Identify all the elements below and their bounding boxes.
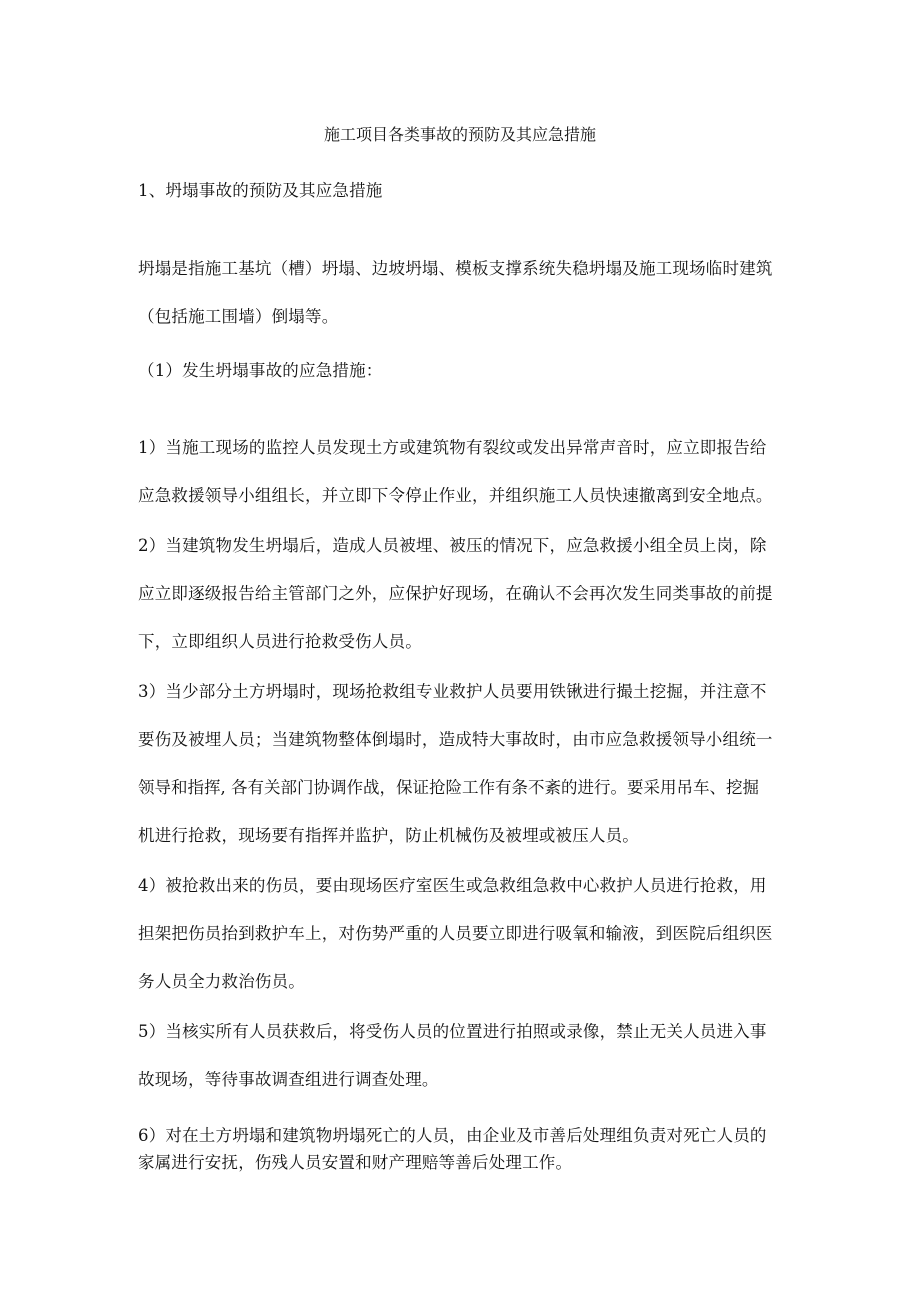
- item-4-line-3: 务人员全力救治伤员。: [138, 972, 305, 991]
- item-4-line-1: 4）被抢救出来的伤员，要由现场医疗室医生或急救组急救中心救护人员进行抢救，用: [138, 876, 767, 895]
- item-3-line-2: 要伤及被埋人员；当建筑物整体倒塌时，造成特大事故时，由市应急救援领导小组统一: [138, 730, 773, 749]
- item-3-line-3: 领导和指挥, 各有关部门协调作战，保证抢险工作有条不紊的进行。要采用吊车、挖掘: [138, 778, 759, 797]
- section-heading: 1、坍塌事故的预防及其应急措施: [138, 181, 383, 200]
- item-3-line-1: 3）当少部分土方坍塌时，现场抢救组专业救护人员要用铁锹进行撮土挖掘，并注意不: [138, 682, 767, 701]
- item-1-line-1: 1）当施工现场的监控人员发现土方或建筑物有裂纹或发出异常声音时，应立即报告给: [138, 438, 767, 457]
- definition-line-2: （包括施工围墙）倒塌等。: [138, 307, 339, 326]
- item-5-line-2: 故现场，等待事故调查组进行调查处理。: [138, 1070, 439, 1089]
- item-4-line-2: 担架把伤员抬到救护车上，对伤势严重的人员要立即进行吸氧和输液，到医院后组织医: [138, 924, 773, 943]
- item-5-line-1: 5）当核实所有人员获救后，将受伤人员的位置进行拍照或录像，禁止无关人员进入事: [138, 1022, 767, 1041]
- item-1-line-2: 应急救援领导小组组长，并立即下令停止作业，并组织施工人员快速撤离到安全地点。: [138, 486, 773, 505]
- item-6-line-1: 6）对在土方坍塌和建筑物坍塌死亡的人员，由企业及市善后处理组负责对死亡人员的: [138, 1126, 767, 1145]
- document-title: 施工项目各类事故的预防及其应急措施: [323, 125, 596, 144]
- item-3-line-4: 机进行抢救，现场要有指挥并监护，防止机械伤及被埋或被压人员。: [138, 826, 639, 845]
- item-2-line-2: 应立即逐级报告给主管部门之外，应保护好现场，在确认不会再次发生同类事故的前提: [138, 584, 773, 603]
- item-2-line-3: 下，立即组织人员进行抢救受伤人员。: [138, 632, 422, 651]
- item-6-line-2: 家属进行安抚，伤残人员安置和财产理赔等善后处理工作。: [138, 1153, 573, 1172]
- item-2-line-1: 2）当建筑物发生坍塌后，造成人员被埋、被压的情况下，应急救援小组全员上岗，除: [138, 536, 767, 555]
- definition-line-1: 坍塌是指施工基坑（槽）坍塌、边坡坍塌、模板支撑系统失稳坍塌及施工现场临时建筑: [138, 259, 773, 278]
- subheading: （1）发生坍塌事故的应急措施：: [138, 361, 383, 380]
